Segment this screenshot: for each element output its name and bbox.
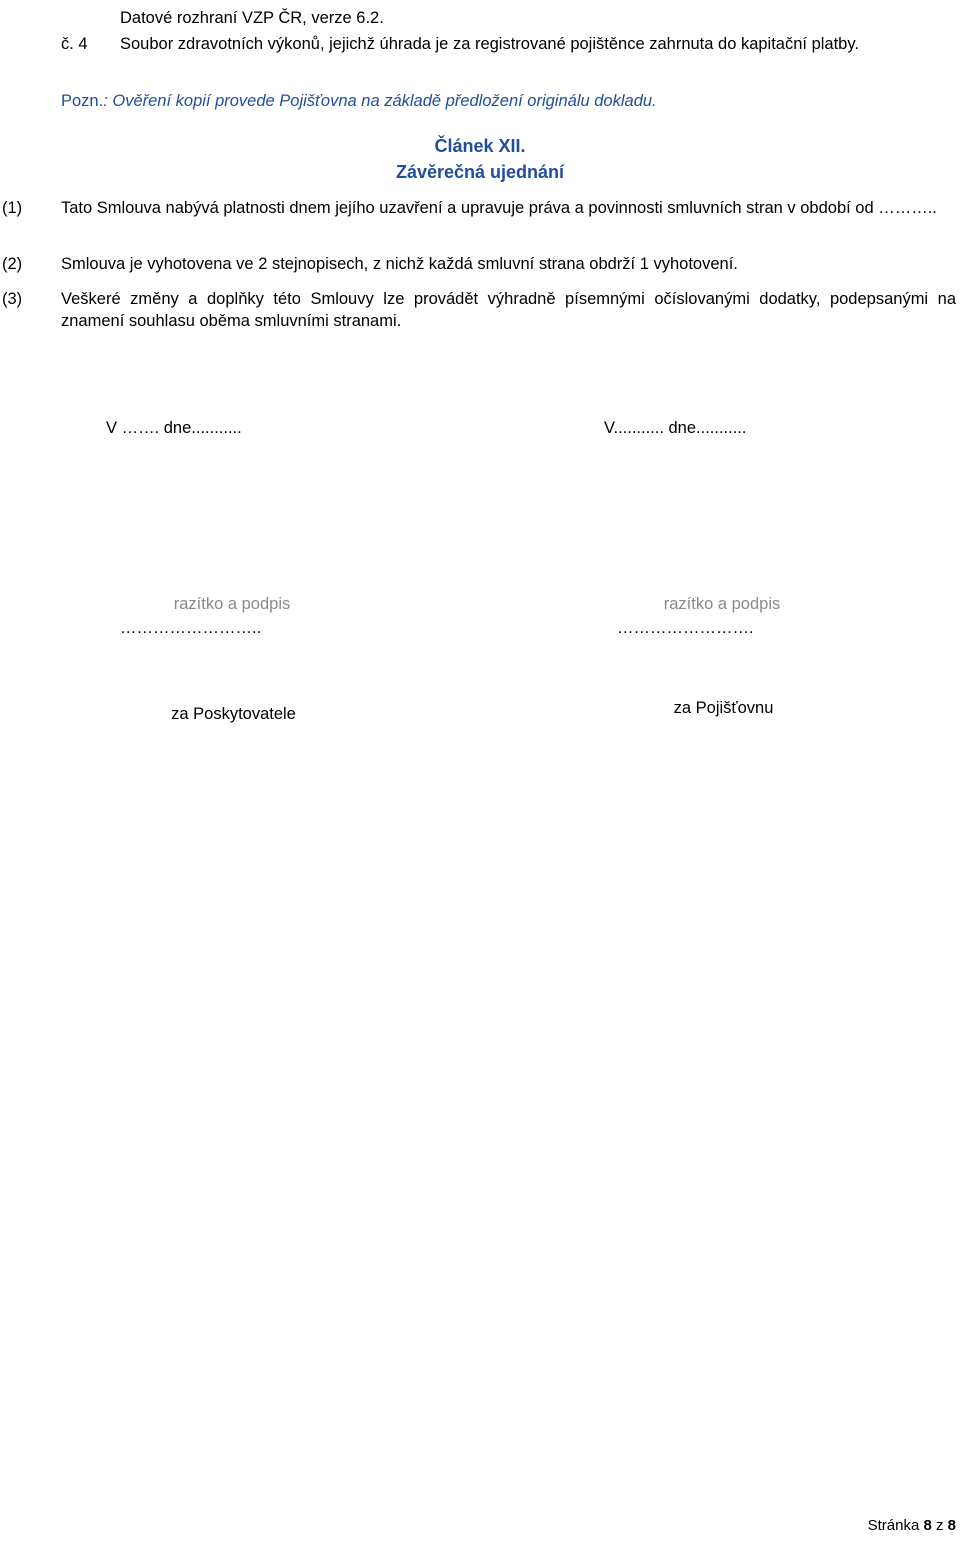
paragraph-3-number: (3) <box>2 290 23 308</box>
list-item-4-number: č. 4 <box>61 35 88 53</box>
note-label: Pozn. <box>61 92 104 110</box>
version-line <box>120 7 940 29</box>
signature-left-place-date: V ……. dne........... <box>106 419 242 437</box>
paragraph-1-text: Tato Smlouva nabývá platnosti dnem jejího uzavření a upravuje práva a povinnosti smluvních stran v období od ……….. <box>61 199 937 217</box>
signature-left-party: za Poskytovatele <box>171 705 296 723</box>
signature-right-stamp: razítko a podpis <box>663 595 781 613</box>
signature-right-party: za Pojišťovnu <box>673 699 774 717</box>
version-text: Datové rozhraní VZP ČR, verze 6.2. <box>120 9 384 27</box>
paragraph-2-text: Smlouva je vyhotovena ve 2 stejnopisech, z nichž každá smluvní strana obdrží 1 vyhotovení. <box>61 255 738 273</box>
paragraph-2-number: (2) <box>2 255 23 273</box>
page-number <box>868 1516 956 1536</box>
paragraph-3-text: Veškeré změny a doplňky této Smlouvy lze provádět výhradně písemnými očíslovanými dodatky, podepsanými na znamení souhlasu oběma smluvními stranami. <box>61 290 956 330</box>
signature-left-line: …………………….. <box>120 619 262 637</box>
signature-right-place-date: V........... dne........... <box>604 419 747 437</box>
page-total: 8 <box>947 1517 956 1534</box>
article-number: Článek XII. <box>434 136 526 156</box>
note-text: : Ověření kopií provede Pojišťovna na základě předložení originálu dokladu. <box>103 92 657 110</box>
signature-left-stamp: razítko a podpis <box>173 595 291 613</box>
signature-right-line: ……………………. <box>617 619 754 637</box>
page-of: z <box>935 1517 944 1534</box>
note-line <box>61 90 941 112</box>
paragraph-1-number: (1) <box>2 199 23 217</box>
article-title: Závěrečná ujednání <box>395 162 565 182</box>
list-item-4-text: Soubor zdravotních výkonů, jejichž úhrada je za registrované pojištěnce zahrnuta do kapitační platby. <box>120 35 859 53</box>
page-current: 8 <box>923 1517 932 1534</box>
page-label: Stránka <box>867 1517 920 1534</box>
